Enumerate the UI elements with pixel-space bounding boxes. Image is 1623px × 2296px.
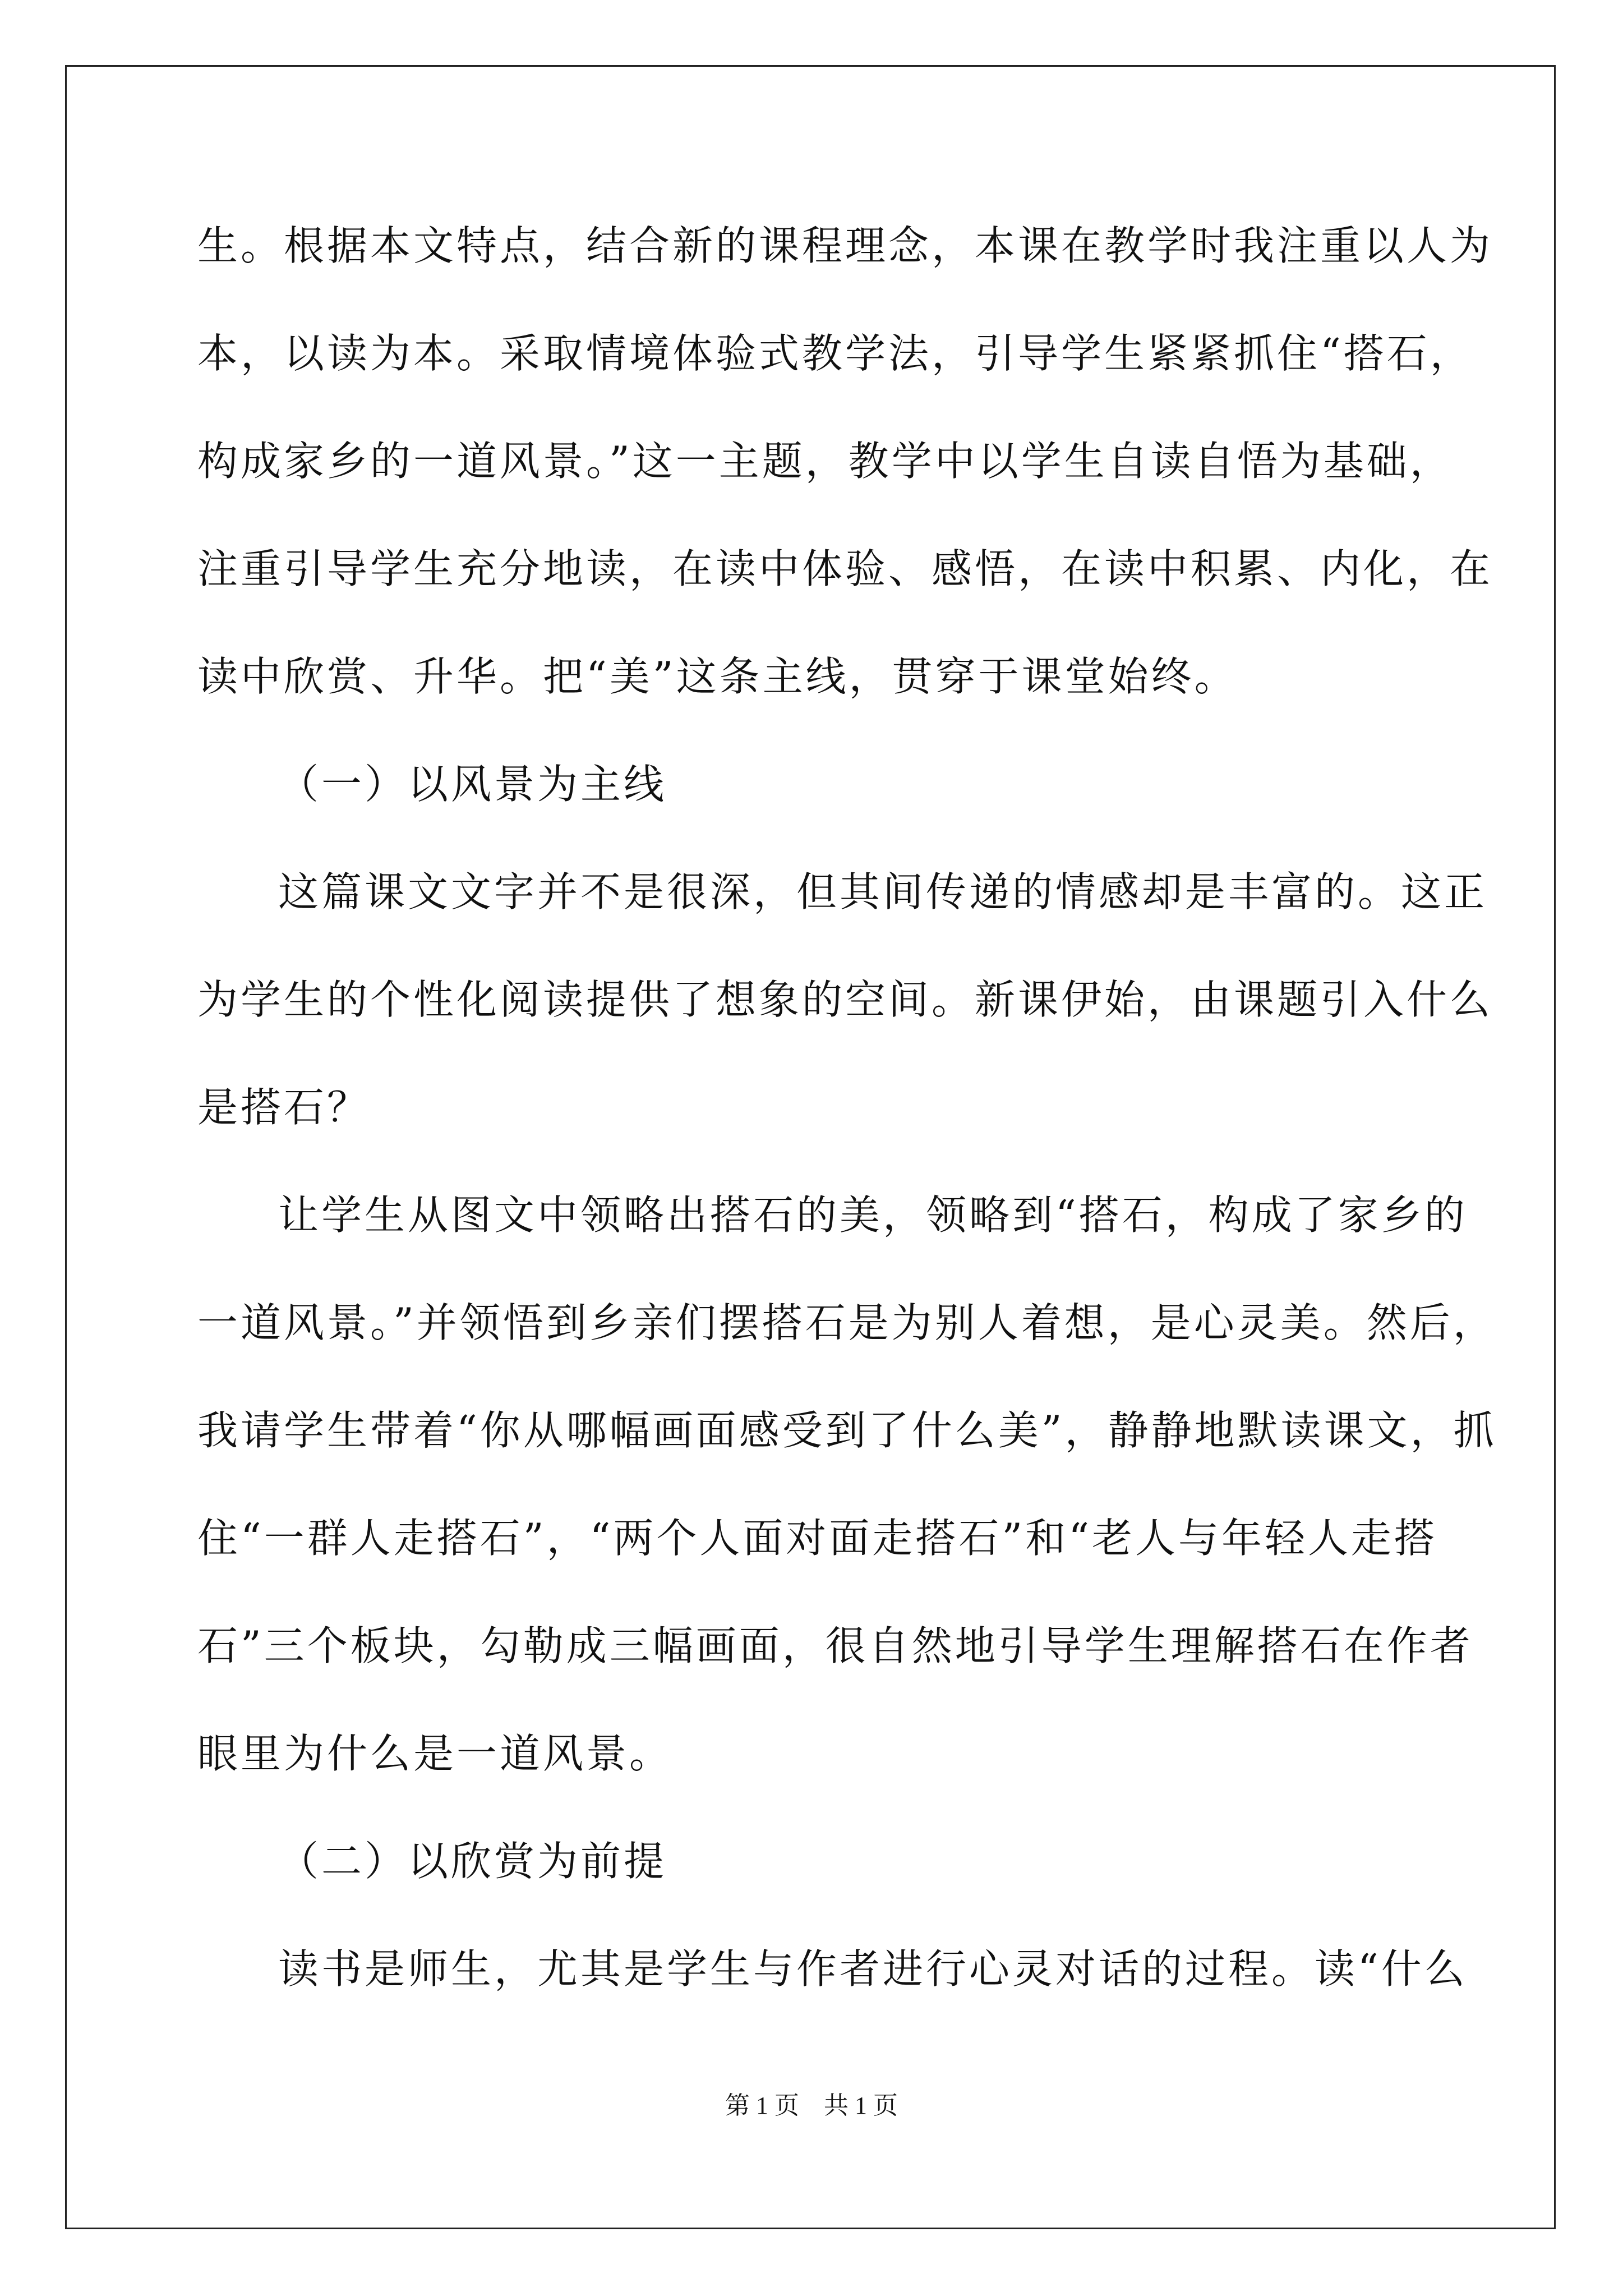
text-line: 本，以读为本。采取情境体验式教学法，引导学生紧紧抓住“搭石， [197, 330, 1473, 377]
section-heading: （二）以欣赏为前提 [278, 1838, 667, 1885]
text-line: 我请学生带着“你从哪幅画面感受到了什么美”，静静地默读课文，抓 [197, 1407, 1497, 1454]
paragraph-first-line: 这篇课文文字并不是很深，但其间传递的情感却是丰富的。这正 [278, 868, 1488, 915]
text-line: 为学生的个性化阅读提供了想象的空间。新课伊始，由课题引入什么 [197, 976, 1493, 1023]
page-border [65, 65, 1556, 2229]
text-line: 读中欣赏、升华。把“美”这条主线，贯穿于课堂始终。 [197, 653, 1238, 700]
text-line: 注重引导学生充分地读，在读中体验、感悟，在读中积累、内化，在 [197, 545, 1493, 592]
text-line: 构成家乡的一道风景。”这一主题，教学中以学生自读自悟为基础， [197, 438, 1453, 485]
text-line: 眼里为什么是一道风景。 [197, 1730, 673, 1777]
text-line: 是搭石？ [197, 1084, 371, 1131]
section-heading: （一）以风景为主线 [278, 761, 667, 808]
text-line: 石”三个板块，勾勒成三幅画面，很自然地引导学生理解搭石在作者 [197, 1622, 1473, 1669]
text-line: 一道风景。”并领悟到乡亲们摆搭石是为别人着想，是心灵美。然后， [197, 1299, 1496, 1346]
paragraph-first-line: 读书是师生，尤其是学生与作者进行心灵对话的过程。读“什么 [278, 1945, 1468, 1993]
paragraph-first-line: 让学生从图文中领略出搭石的美，领略到“搭石，构成了家乡的 [278, 1191, 1468, 1239]
text-line: 住“一群人走搭石”，“两个人面对面走搭石”和“老人与年轻人走搭 [197, 1515, 1438, 1562]
text-line: 生。根据本文特点，结合新的课程理念，本课在教学时我注重以人为 [197, 222, 1493, 269]
page-footer: 第 1 页 共 1 页 [725, 2092, 898, 2119]
